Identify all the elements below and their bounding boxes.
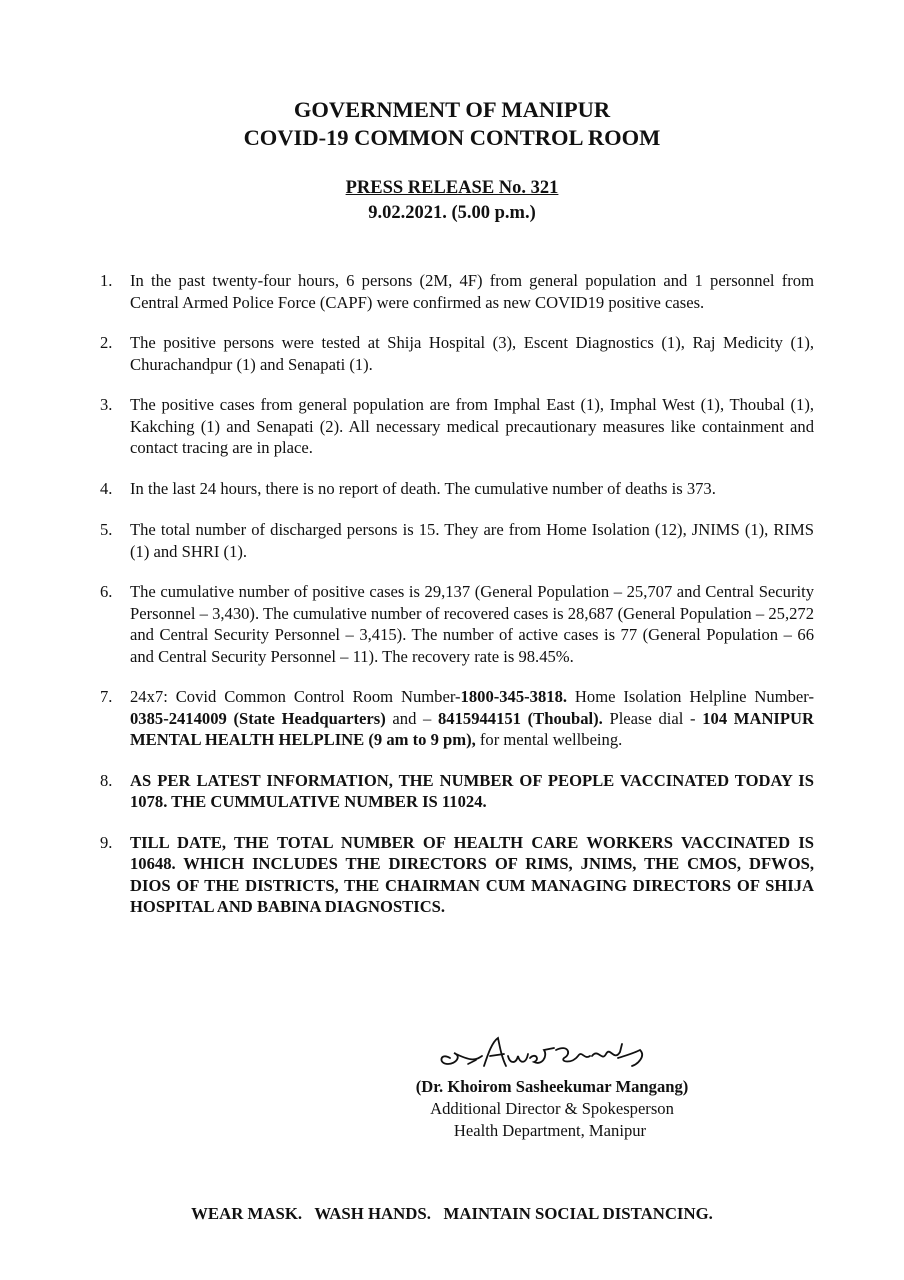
item-number: 3.: [100, 395, 113, 414]
mental-health-helpline: 104 MANIPUR MENTAL HEALTH HELPLINE (9 am to 9 pm),: [130, 708, 814, 749]
item-number: 5.: [100, 520, 113, 539]
list-item: [100, 394, 814, 459]
list-item: [100, 770, 814, 813]
thoubal-number: 8415944151 (Thoubal).: [438, 708, 603, 728]
item-text: The cumulative number of positive cases is 29,137 (General Population – 25,707 and Central Security Personnel – 3,430). The cumulative number of recovered cases is 28,687 (General Population – 25,272 and Central Security Personnel – 3,415). The number of active cases is 77 (General Population – 66 and Central Security Personnel – 11). The recovery rate is 98.45%.: [130, 582, 814, 666]
release-points-list: [100, 270, 814, 918]
helpline-text: Home Isolation Helpline Number-: [567, 687, 814, 706]
list-item: [100, 519, 814, 562]
control-room-number: 1800-345-3818.: [460, 687, 568, 706]
handwritten-signature: [432, 1026, 662, 1076]
signatory-name: (Dr. Khoirom Sasheekumar Mangang): [415, 1077, 689, 1096]
item-text: In the past twenty-four hours, 6 persons (2M, 4F) from general population and 1 personnel from Central Armed Police Force (CAPF) were confirmed as new COVID19 positive cases.: [130, 271, 814, 312]
state-hq-number: 0385-2414009 (State Headquarters): [130, 708, 386, 728]
item-text: [130, 687, 814, 749]
item-number: 9.: [100, 832, 113, 852]
signatory-title: Additional Director & Spokesperson: [430, 1099, 674, 1118]
helpline-text: for mental wellbeing.: [475, 730, 623, 749]
list-item: [100, 581, 814, 667]
press-release-number: PRESS RELEASE No. 321: [345, 178, 559, 198]
item-text: The positive persons were tested at Shija Hospital (3), Escent Diagnostics (1), Raj Medicity (1), Churachandpur (1) and Senapati (1).: [130, 333, 814, 374]
helpline-text: Please dial -: [602, 708, 703, 728]
release-date: 9.02.2021. (5.00 p.m.): [368, 203, 536, 223]
control-room-heading: COVID-19 COMMON CONTROL ROOM: [243, 125, 661, 150]
item-number: 7.: [100, 687, 113, 706]
item-number: 4.: [100, 478, 113, 498]
signatory-department: Health Department, Manipur: [453, 1121, 647, 1140]
item-text: The total number of discharged persons is 15. They are from Home Isolation (12), JNIMS (1), RIMS (1) and SHRI (1).: [130, 520, 814, 561]
footer-slogan: WEAR MASK. WASH HANDS. MAINTAIN SOCIAL DISTANCING.: [191, 1204, 713, 1223]
list-item-helplines: [100, 686, 814, 751]
list-item: [100, 270, 814, 313]
government-heading: GOVERNMENT OF MANIPUR: [293, 97, 611, 122]
item-number: 2.: [100, 333, 113, 352]
item-text: In the last 24 hours, there is no report of death. The cumulative number of deaths is 373.: [130, 478, 716, 498]
helpline-text: and –: [385, 708, 438, 728]
list-item: [100, 478, 814, 500]
item-number: 6.: [100, 582, 113, 601]
item-number: 1.: [100, 271, 113, 290]
helpline-intro: 24x7: Covid Common Control Room Number-: [130, 687, 461, 706]
item-text: TILL DATE, THE TOTAL NUMBER OF HEALTH CARE WORKERS VACCINATED IS 10648. WHICH INCLUDES THE DIRECTORS OF RIMS, JNIMS, THE CMOS, DFWOS, DIOS OF THE DISTRICTS, THE CHAIRMAN CUM MANAGING DIRECTORS OF SHIJA HOSPITAL AND BABINA DIAGNOSTICS.: [130, 832, 814, 916]
item-text: AS PER LATEST INFORMATION, THE NUMBER OF PEOPLE VACCINATED TODAY IS 1078. THE CUMMULATIVE NUMBER IS 11024.: [130, 770, 814, 811]
list-item: [100, 832, 814, 918]
item-number: 8.: [100, 770, 113, 790]
list-item: [100, 332, 814, 375]
item-text: The positive cases from general population are from Imphal East (1), Imphal West (1), Thoubal (1), Kakching (1) and Senapati (2). All necessary medical precautionary measures like containment and contact tracing are in place.: [130, 395, 814, 457]
